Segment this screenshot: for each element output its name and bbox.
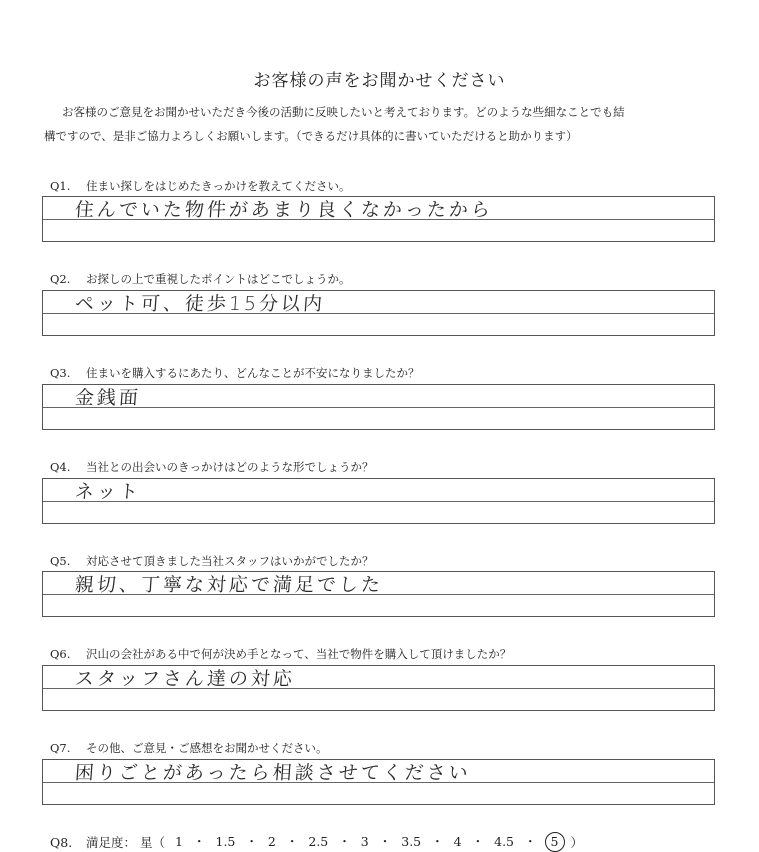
intro-line-2: 構ですので、是非ご協力よろしくお願いします。（できるだけ具体的に書いていただけると助かります）: [44, 129, 578, 143]
answer-text: ネット: [74, 481, 142, 503]
answer-box-2[interactable]: [42, 290, 715, 336]
rating-label: 満足度：: [86, 835, 137, 850]
answer-box-5[interactable]: [42, 571, 715, 617]
rating-separator: ・: [192, 834, 206, 849]
rating-separator: ・: [431, 834, 444, 849]
question-4: [50, 459, 374, 475]
question-text: 当社との出会いのきっかけはどのような形でしょうか？: [86, 460, 374, 474]
question-number: Q8.: [50, 834, 73, 850]
answer-text: ペット可、徒歩15分以内: [74, 293, 326, 315]
question-3: [50, 365, 420, 381]
answer-text: 親切、丁寧な対応で満足でした: [74, 574, 384, 596]
rating-option[interactable]: 4.5: [494, 834, 515, 849]
question-number: Q6.: [50, 647, 71, 661]
rating-separator: ・: [285, 834, 299, 849]
question-number: Q5.: [50, 554, 71, 568]
question-6: [50, 646, 511, 662]
rating-separator: ・: [524, 834, 537, 849]
question-number: Q2.: [50, 272, 71, 286]
question-text: 住まい探しをはじめたきっかけを教えてください。: [86, 179, 351, 193]
rating-close: ）: [570, 835, 584, 850]
rating-option[interactable]: 3.5: [401, 834, 422, 849]
answer-text: 困りごとがあったら相談させてください: [74, 762, 472, 784]
question-number: Q1.: [50, 179, 71, 193]
question-number: Q3.: [50, 366, 71, 380]
question-text: 住まいを購入するにあたり、どんなことが不安になりましたか？: [86, 366, 420, 380]
intro-line-1: お客様のご意見をお聞かせいただき今後の活動に反映したいと考えております。どのような些細なことでも結: [62, 105, 625, 119]
rating-option[interactable]: 1.5: [215, 834, 236, 849]
rating-option[interactable]: 3: [360, 834, 369, 849]
rating-separator: ・: [471, 834, 485, 849]
question-number: Q7.: [50, 741, 71, 755]
answer-text: 住んでいた物件があまり良くなかったから: [74, 199, 494, 221]
satisfaction-rating: [50, 832, 583, 852]
question-number: Q4.: [50, 460, 71, 474]
question-7: [50, 740, 328, 756]
question-text: その他、ご意見・ご感想をお聞かせください。: [86, 741, 328, 755]
question-1: [50, 178, 351, 194]
question-text: 対応させて頂きました当社スタッフはいかがでしたか？: [86, 554, 374, 568]
rating-star-label: 星（: [140, 835, 166, 850]
rating-option[interactable]: 1: [175, 834, 183, 849]
answer-text: スタッフさん達の対応: [74, 668, 296, 690]
rating-option[interactable]: 2.5: [308, 834, 329, 849]
question-2: [50, 271, 351, 287]
answer-box-6[interactable]: [42, 665, 715, 711]
answer-text: 金銭面: [74, 387, 142, 409]
rating-option-selected[interactable]: 5: [545, 832, 565, 852]
rating-separator: ・: [338, 834, 351, 849]
rating-option[interactable]: 4: [453, 834, 462, 849]
question-text: お探しの上で重視したポイントはどこでしょうか。: [86, 272, 351, 286]
question-text: 沢山の会社がある中で何が決め手となって、当社で物件を購入して頂けましたか？: [86, 647, 512, 661]
rating-separator: ・: [378, 834, 392, 849]
question-5: [50, 553, 374, 569]
rating-options: [171, 832, 569, 852]
rating-separator: ・: [245, 834, 258, 849]
page-title: お客様の声をお聞かせください: [253, 71, 506, 91]
answer-box-1[interactable]: [42, 196, 715, 242]
answer-box-3[interactable]: [42, 384, 715, 430]
answer-box-4[interactable]: [42, 478, 715, 524]
answer-box-7[interactable]: [42, 759, 715, 805]
rating-option[interactable]: 2: [267, 834, 276, 849]
